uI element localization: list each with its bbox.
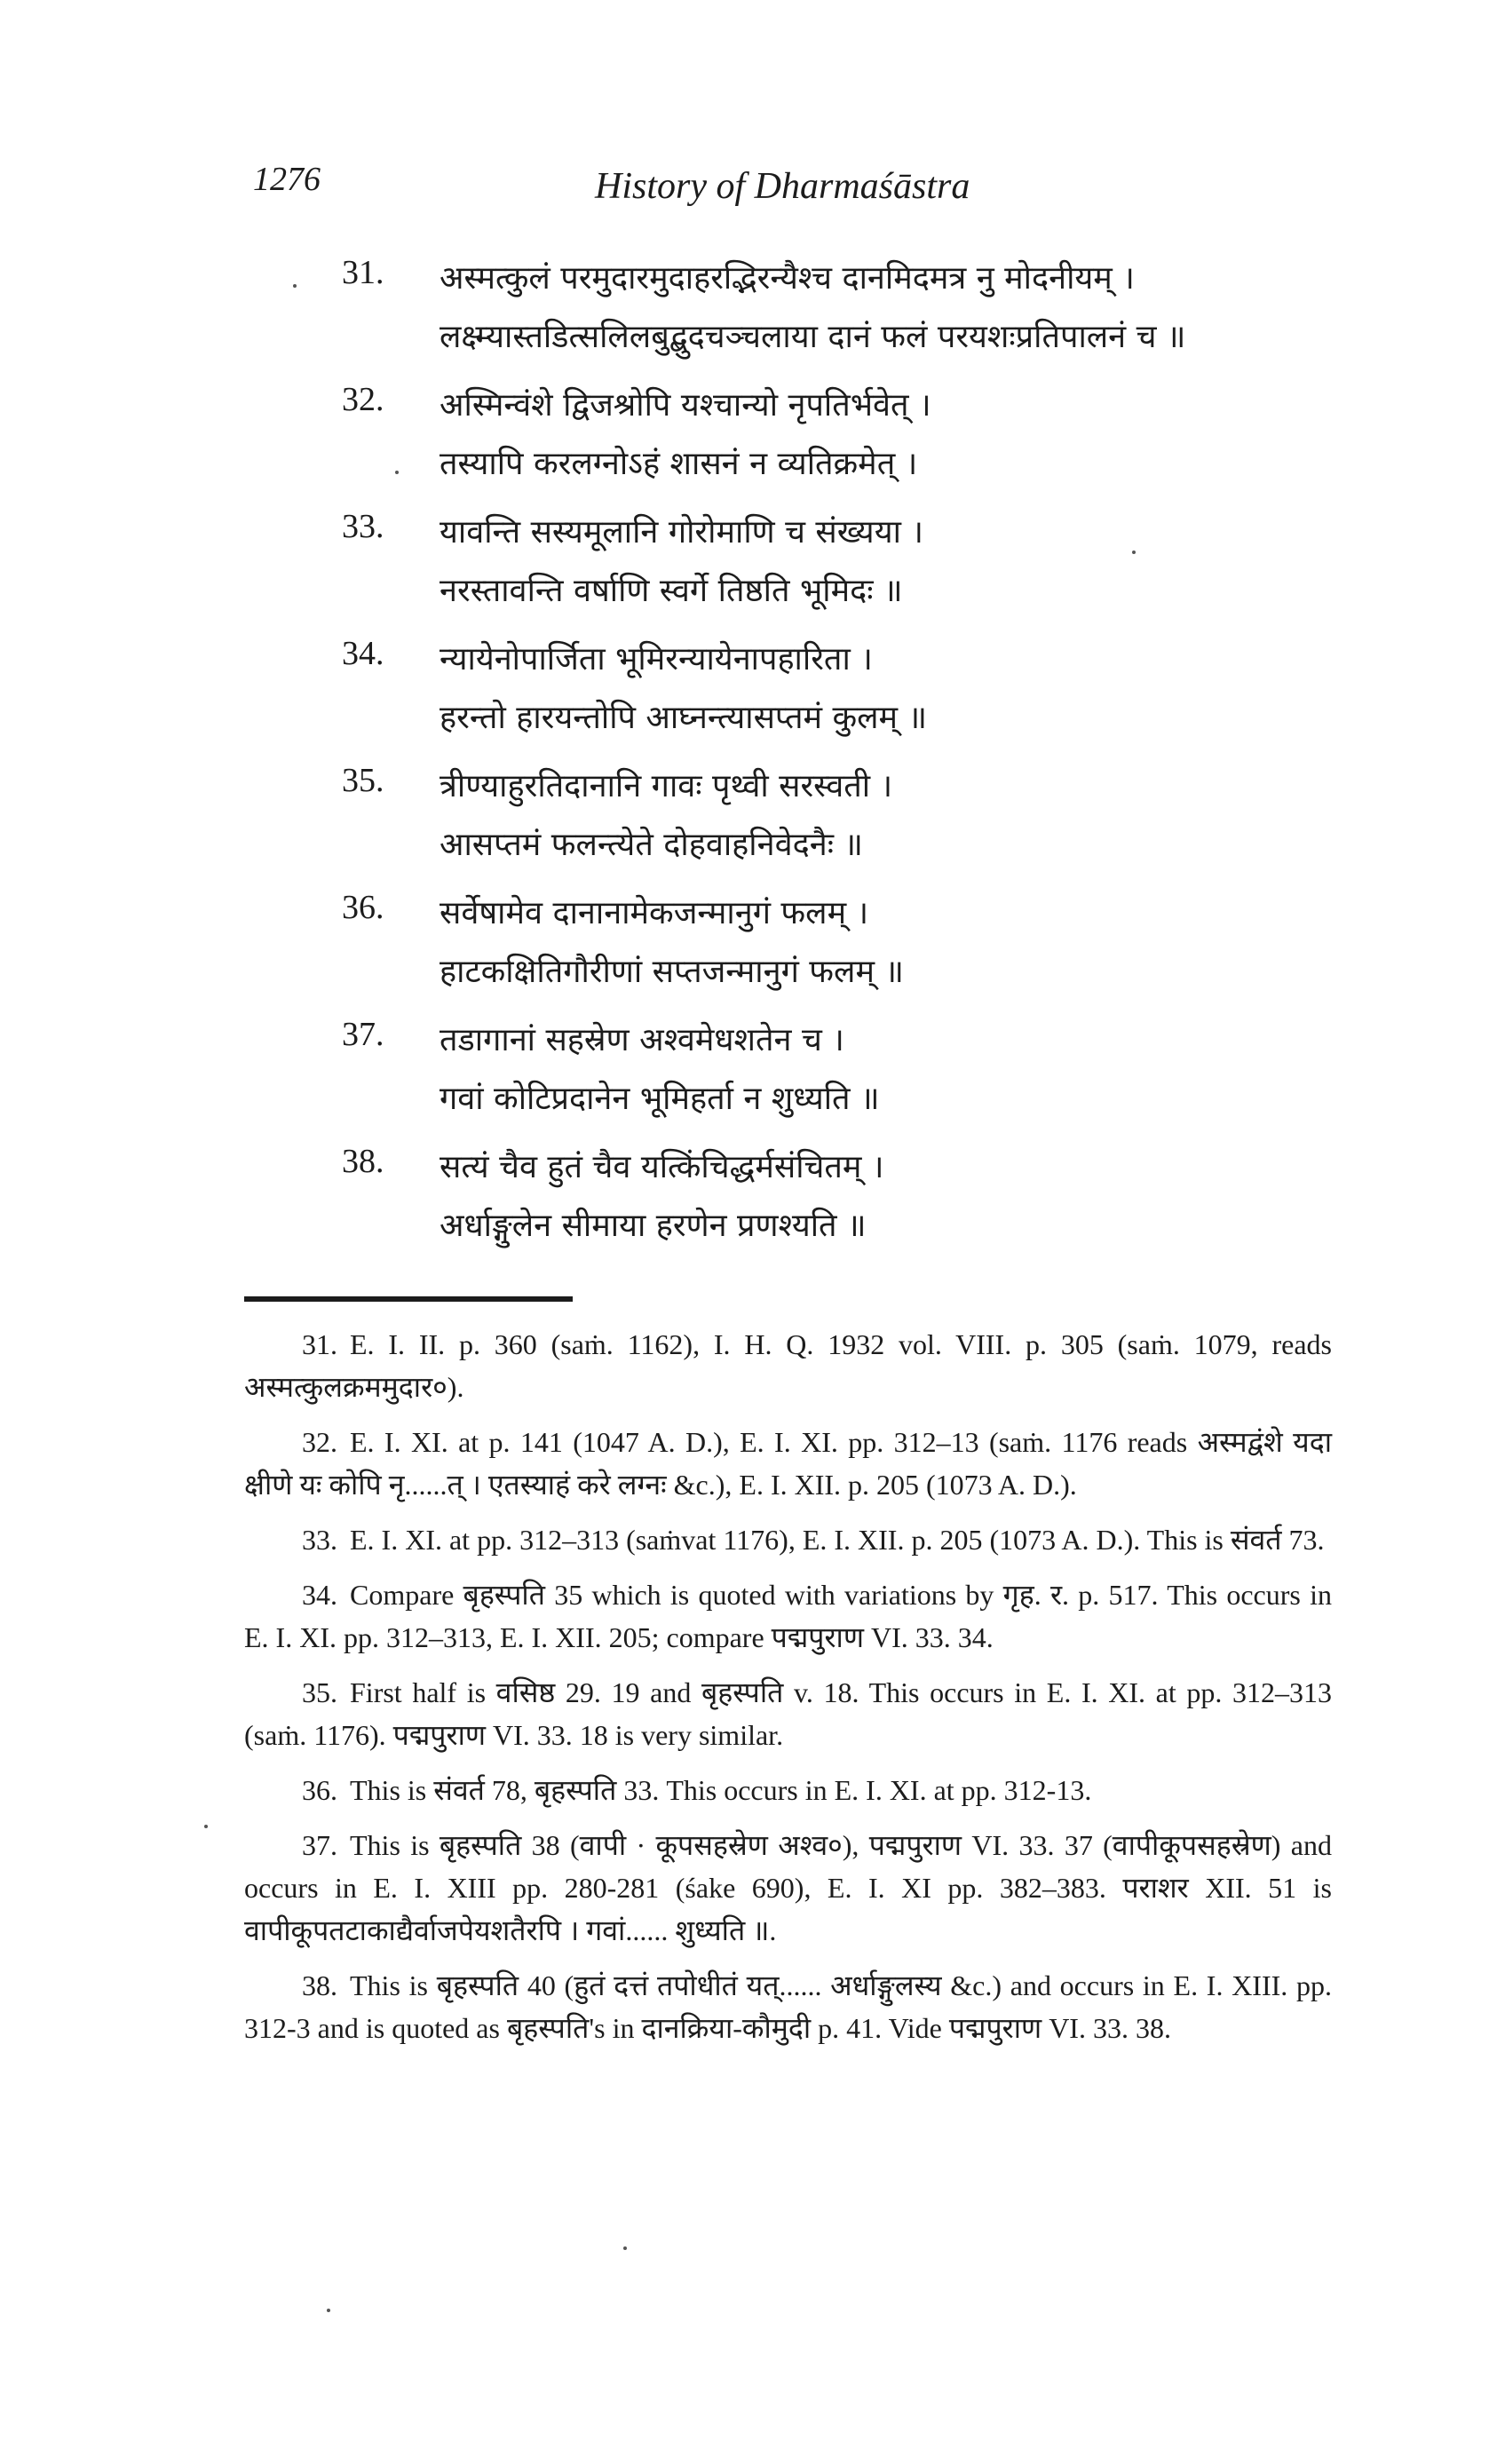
footnote-text: This is बृहस्पति 38 (वापी · कूपसहस्रेण अश्व०), पद्मपुराण VI. 33. 37 (वापीकूपसहस्रेण) and occurs in E. I. XIII pp. 280-281 (śake 690), E. I. XI pp. 382–383. पराशर XII. 51 is वापीकूपतटाकाद्यैर्वाजपेयशतैरपि । गवां...... शुध्यति ॥. — [244, 1829, 1332, 1946]
verse-line: गवां कोटिप्रदानेन भूमिहर्ता न शुध्यति ॥ — [440, 1081, 880, 1117]
footnote-33 — [244, 1518, 1332, 1561]
footnote-32 — [244, 1421, 1332, 1506]
verse-line: यावन्ति सस्यमूलानि गोरोमाणि च संख्यया । — [440, 514, 923, 551]
print-speck — [293, 284, 297, 288]
footnote-number: 31. — [302, 1328, 337, 1360]
print-speck — [327, 2309, 330, 2312]
verse-number: 35. — [342, 762, 384, 799]
verse-line: आसप्तमं फलन्त्येते दोहवाहनिवेदनैः ॥ — [440, 827, 863, 863]
verse-number: 32. — [342, 381, 384, 418]
verse-34 — [342, 634, 1345, 761]
verse-number: 31. — [342, 254, 384, 291]
footnotes — [244, 1323, 1332, 2062]
footnote-text: E. I. XI. at pp. 312–313 (saṁvat 1176), E. I. XII. p. 205 (1073 A. D.). This is संवर्त 73. — [350, 1524, 1325, 1556]
page-header — [253, 160, 1327, 213]
footnote-separator-rule — [244, 1296, 573, 1302]
verse-number: 34. — [342, 635, 384, 672]
verse-number: 33. — [342, 508, 384, 545]
verse-37 — [342, 1015, 1345, 1142]
verse-line: तडागानां सहस्रेण अश्वमेधशतेन च । — [440, 1022, 844, 1058]
verse-line: अर्धाङ्गुलेन सीमाया हरणेन प्रणश्यति ॥ — [440, 1208, 867, 1244]
print-speck — [1132, 551, 1136, 554]
verse-36 — [342, 888, 1345, 1015]
verse-35 — [342, 761, 1345, 888]
footnote-number: 37. — [302, 1829, 337, 1861]
verse-line: सर्वेषामेव दानानामेकजन्मानुगं फलम् । — [440, 895, 869, 931]
print-speck — [623, 2246, 627, 2250]
verse-number: 38. — [342, 1143, 384, 1180]
verse-line: तस्यापि करलग्नोऽहं शासनं न व्यतिक्रमेत् । — [440, 446, 918, 482]
footnote-31 — [244, 1323, 1332, 1408]
footnote-number: 38. — [302, 1969, 337, 2001]
verse-32 — [342, 380, 1345, 507]
verse-line: अस्मिन्वंशे द्विजश्रोपि यश्चान्यो नृपतिर्भवेत् । — [440, 387, 931, 424]
footnote-number: 32. — [302, 1426, 337, 1458]
footnote-34 — [244, 1573, 1332, 1659]
verse-31 — [342, 253, 1345, 380]
footnote-text: Compare बृहस्पति 35 which is quoted with variations by गृह. र. p. 517. This occurs in E. I. XI. pp. 312–313, E. I. XII. 205; compare पद्मपुराण VI. 33. 34. — [244, 1579, 1332, 1653]
verse-number: 36. — [342, 889, 384, 926]
footnote-text: This is संवर्त 78, बृहस्पति 33. This occurs in E. I. XI. at pp. 312-13. — [350, 1774, 1092, 1806]
verse-line: हाटकक्षितिगौरीणां सप्तजन्मानुगं फलम् ॥ — [440, 954, 904, 990]
footnote-text: This is बृहस्पति 40 (हुतं दत्तं तपोधीतं यत्...... अर्धाङ्गुलस्य &c.) and occurs in E. I. XIII. pp. 312-3 and is quoted as बृहस्पति's in दानक्रिया-कौमुदी p. 41. Vide पद्मपुराण VI. 33. 38. — [244, 1969, 1332, 2044]
verse-block — [342, 253, 1345, 1269]
verse-number: 37. — [342, 1016, 384, 1053]
footnote-text: First half is वसिष्ठ 29. 19 and बृहस्पति v. 18. This occurs in E. I. XI. at pp. 312–313 (saṁ. 1176). पद्मपुराण VI. 33. 18 is very similar. — [244, 1676, 1332, 1751]
footnote-number: 34. — [302, 1579, 337, 1611]
footnote-37 — [244, 1824, 1332, 1952]
verse-33 — [342, 507, 1345, 634]
verse-line: अस्मत्कुलं परमुदारमुदाहरद्भिरन्यैश्च दानमिदमत्र नु मोदनीयम् । — [440, 260, 1135, 297]
footnote-38 — [244, 1964, 1332, 2049]
verse-line: सत्यं चैव हुतं चैव यत्किंचिद्धर्मसंचितम् । — [440, 1149, 884, 1185]
verse-line: न्यायेनोपार्जिता भूमिरन्यायेनापहारिता । — [440, 641, 873, 677]
footnote-36 — [244, 1769, 1332, 1811]
print-speck — [204, 1825, 208, 1828]
footnote-text: E. I. XI. at p. 141 (1047 A. D.), E. I. XI. pp. 312–13 (saṁ. 1176 reads अस्मद्वंशे यदा क्षीणे यः कोपि नृ......त् । एतस्याहं करे लग्नः &c.), E. I. XII. p. 205 (1073 A. D.). — [244, 1426, 1332, 1501]
verse-38 — [342, 1142, 1345, 1269]
verse-line: लक्ष्म्यास्तडित्सलिलबुद्बुदचञ्चलाया दानं फलं परयशःप्रतिपालनं च ॥ — [440, 319, 1186, 355]
print-speck — [395, 471, 399, 474]
footnote-text: E. I. II. p. 360 (saṁ. 1162), I. H. Q. 1932 vol. VIII. p. 305 (saṁ. 1079, reads अस्मत्कुलक्रममुदार०). — [244, 1328, 1332, 1403]
running-title: History of Dharmaśāstra — [595, 166, 970, 207]
verse-line: नरस्तावन्ति वर्षाणि स्वर्गे तिष्ठति भूमिदः ॥ — [440, 573, 903, 609]
footnote-number: 36. — [302, 1774, 337, 1806]
page-number: 1276 — [253, 161, 321, 198]
verse-line: हरन्तो हारयन्तोपि आघ्नन्त्यासप्तमं कुलम् ॥ — [440, 700, 928, 736]
footnote-number: 33. — [302, 1524, 337, 1556]
footnote-number: 35. — [302, 1676, 337, 1708]
verse-line: त्रीण्याहुरतिदानानि गावः पृथ्वी सरस्वती । — [440, 768, 893, 804]
footnote-35 — [244, 1671, 1332, 1756]
